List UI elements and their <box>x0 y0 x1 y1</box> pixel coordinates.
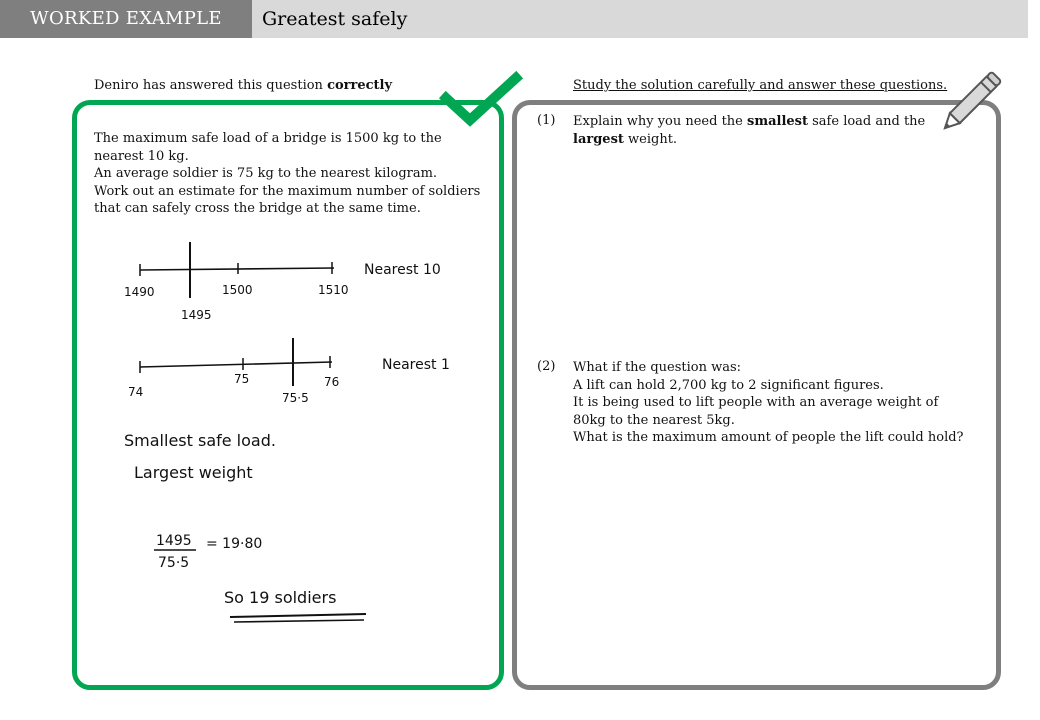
worked-example-tag: WORKED EXAMPLE <box>0 0 252 38</box>
q1-bold-smallest: smallest <box>747 114 808 129</box>
nl2-rounding-label: Nearest 1 <box>382 357 450 373</box>
q2-line-1: What if the question was: <box>573 360 742 375</box>
number-line-nearest-10 <box>124 242 441 322</box>
number-line-nearest-1 <box>128 338 450 405</box>
q1-text-c: weight. <box>623 131 678 147</box>
question-2-number: (2) <box>537 359 556 374</box>
intro-prefix: Deniro has answered this question <box>94 78 328 93</box>
q2-line-2: A lift can hold 2,700 kg to 2 significant figures. <box>573 377 884 393</box>
question-2-text <box>573 359 973 447</box>
q1-text-a: Explain why you need the <box>573 114 748 129</box>
handwritten-working <box>110 230 490 630</box>
nl2-left-label: 74 <box>128 385 144 399</box>
final-answer: So 19 soldiers <box>224 588 337 607</box>
intro-text <box>94 78 392 93</box>
nl1-right-label: 1510 <box>318 283 349 297</box>
problem-line-1: The maximum safe load of a bridge is 1500 kg to the nearest 10 kg. <box>94 131 442 164</box>
fraction-denominator: 75·5 <box>158 555 190 571</box>
q1-text-b: safe load and the <box>808 114 926 129</box>
nl1-mark-label: 1495 <box>181 308 212 322</box>
fraction-numerator: 1495 <box>156 533 192 549</box>
nl1-rounding-label: Nearest 10 <box>364 262 441 278</box>
study-instruction: Study the solution carefully and answer these questions. <box>573 78 948 93</box>
question-1-number: (1) <box>537 113 556 128</box>
q1-bold-largest: largest <box>573 131 624 147</box>
note-smallest-safe-load: Smallest safe load. <box>124 431 276 450</box>
question-1-text <box>573 113 973 148</box>
nl1-left-label: 1490 <box>124 285 155 299</box>
note-largest-weight: Largest weight <box>134 463 253 482</box>
fraction-calculation <box>154 533 262 571</box>
q2-line-3: It is being used to lift people with an average weight of 80kg to the nearest 5kg. <box>573 395 939 428</box>
problem-line-3: Work out an estimate for the maximum number of soldiers that can safely cross the bridge at the same time. <box>94 183 481 216</box>
problem-line-2: An average soldier is 75 kg to the nearest kilogram. <box>94 166 438 181</box>
nl1-mid-label: 1500 <box>222 283 253 297</box>
nl2-mid-label: 75 <box>234 372 250 386</box>
nl2-mark-label: 75·5 <box>282 391 309 405</box>
problem-text <box>94 130 494 218</box>
check-icon <box>440 72 524 132</box>
page-title: Greatest safely <box>252 0 1028 38</box>
q2-line-4: What is the maximum amount of people the lift could hold? <box>573 430 964 445</box>
intro-bold: correctly <box>327 78 393 93</box>
nl2-right-label: 76 <box>324 375 340 389</box>
fraction-result: = 19·80 <box>206 536 263 552</box>
